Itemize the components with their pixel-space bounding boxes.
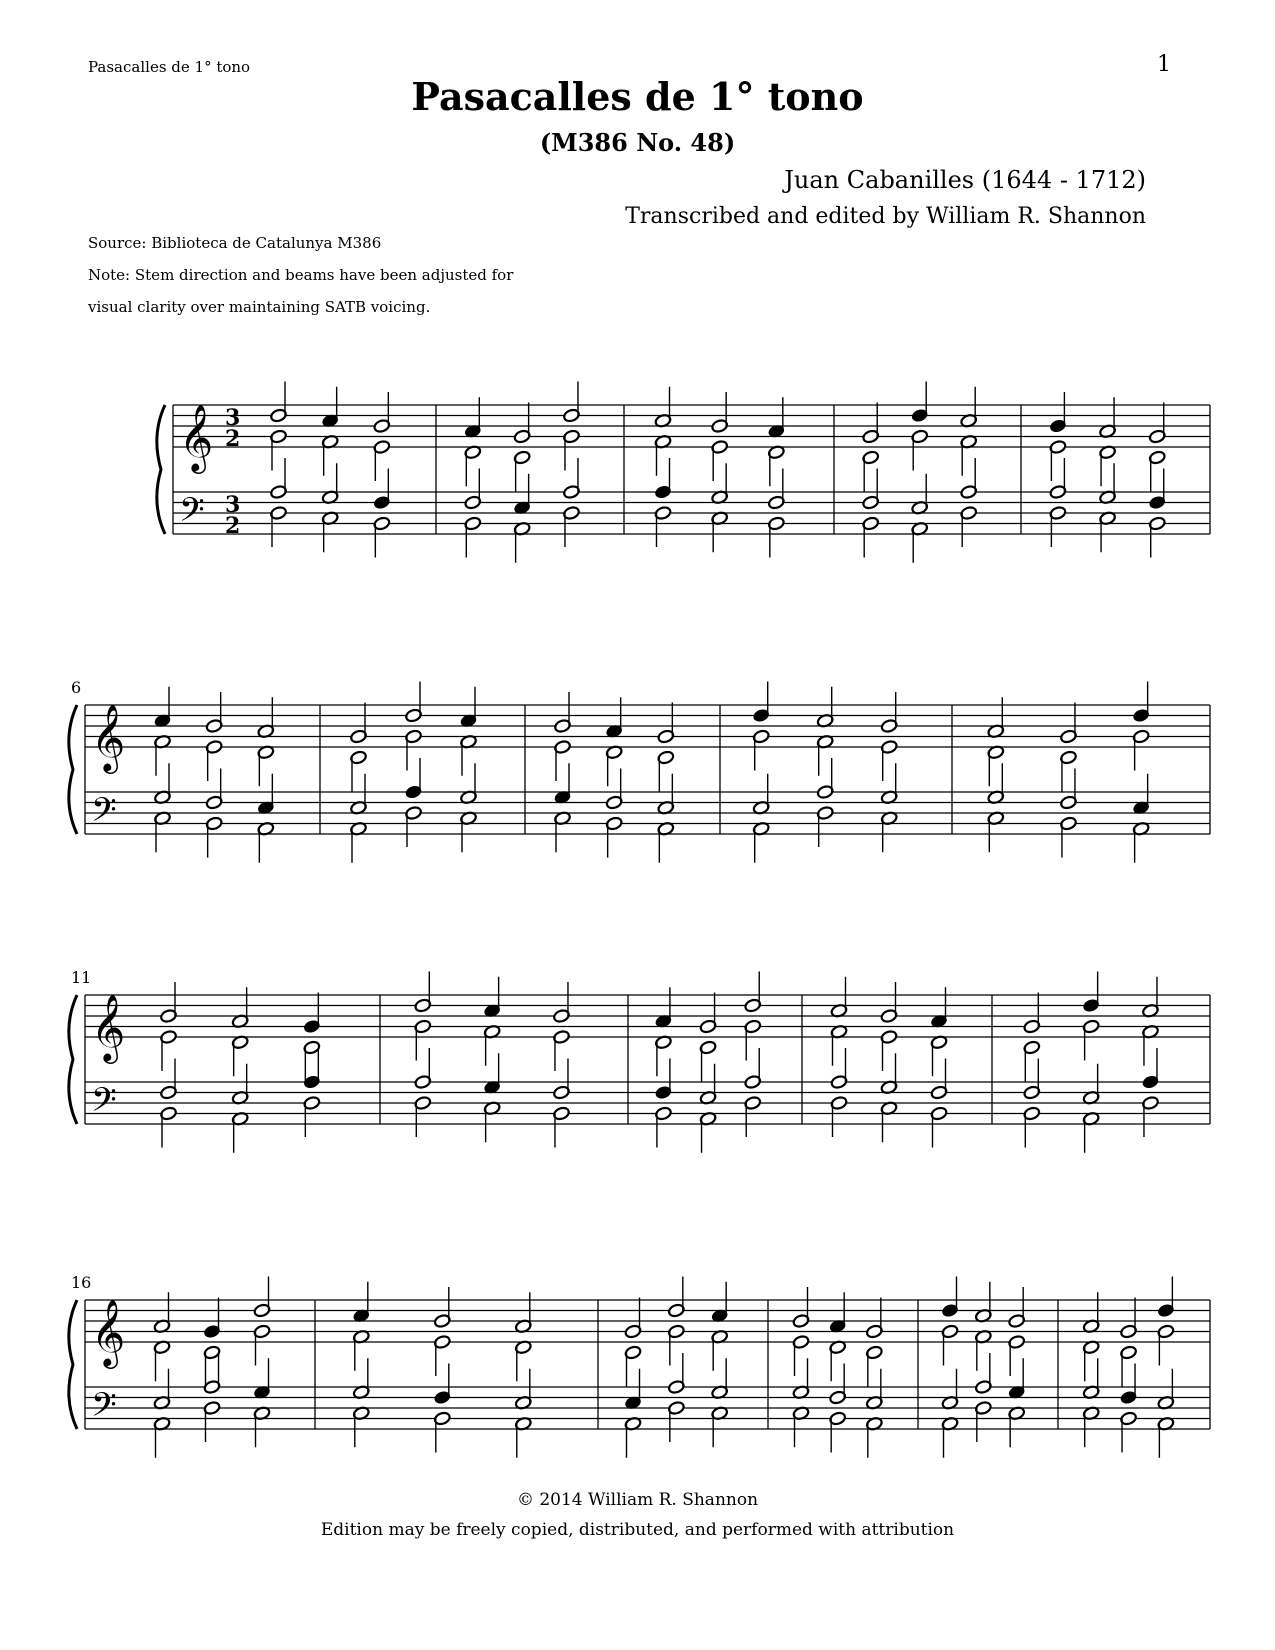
treble-clef: 𝄞 — [91, 703, 126, 771]
editorial-note-line-1: Note: Stem direction and beams have been adjusted for — [88, 266, 514, 284]
treble-clef: 𝄞 — [91, 993, 126, 1061]
system-brace — [69, 705, 77, 834]
treble-clef: 𝄞 — [91, 1298, 126, 1366]
system-brace — [69, 1300, 77, 1429]
composer-credit: Juan Cabanilles (1644 - 1712) — [784, 166, 1146, 194]
time-signature-denominator: 2 — [225, 513, 241, 539]
measure-number: 6 — [71, 678, 82, 697]
editorial-note-line-2: visual clarity over maintaining SATB voicing. — [88, 298, 431, 316]
license-notice: Edition may be freely copied, distributed, and performed with attribution — [320, 1520, 955, 1540]
system-brace — [69, 995, 77, 1124]
time-signature-denominator: 2 — [225, 426, 241, 452]
bass-clef: 𝄢 — [179, 491, 205, 538]
bass-clef: 𝄢 — [91, 791, 117, 838]
measure-number: 16 — [71, 1273, 92, 1292]
time-signature-numerator: 3 — [225, 492, 241, 518]
source-note: Source: Biblioteca de Catalunya M386 — [88, 234, 382, 252]
bass-clef: 𝄢 — [91, 1386, 117, 1433]
treble-clef: 𝄞 — [179, 403, 214, 471]
time-signature-numerator: 3 — [225, 405, 241, 431]
copyright-notice: © 2014 William R. Shannon — [516, 1490, 759, 1510]
piece-title: Pasacalles de 1° tono — [411, 74, 864, 119]
measure-number: 11 — [71, 968, 92, 987]
system-brace — [157, 405, 165, 534]
arranger-credit: Transcribed and edited by William R. Shannon — [625, 204, 1146, 229]
running-title: Pasacalles de 1° tono — [88, 58, 251, 76]
bass-clef: 𝄢 — [91, 1081, 117, 1128]
page-number: 1 — [1157, 52, 1171, 77]
piece-subtitle: (M386 No. 48) — [539, 128, 736, 157]
